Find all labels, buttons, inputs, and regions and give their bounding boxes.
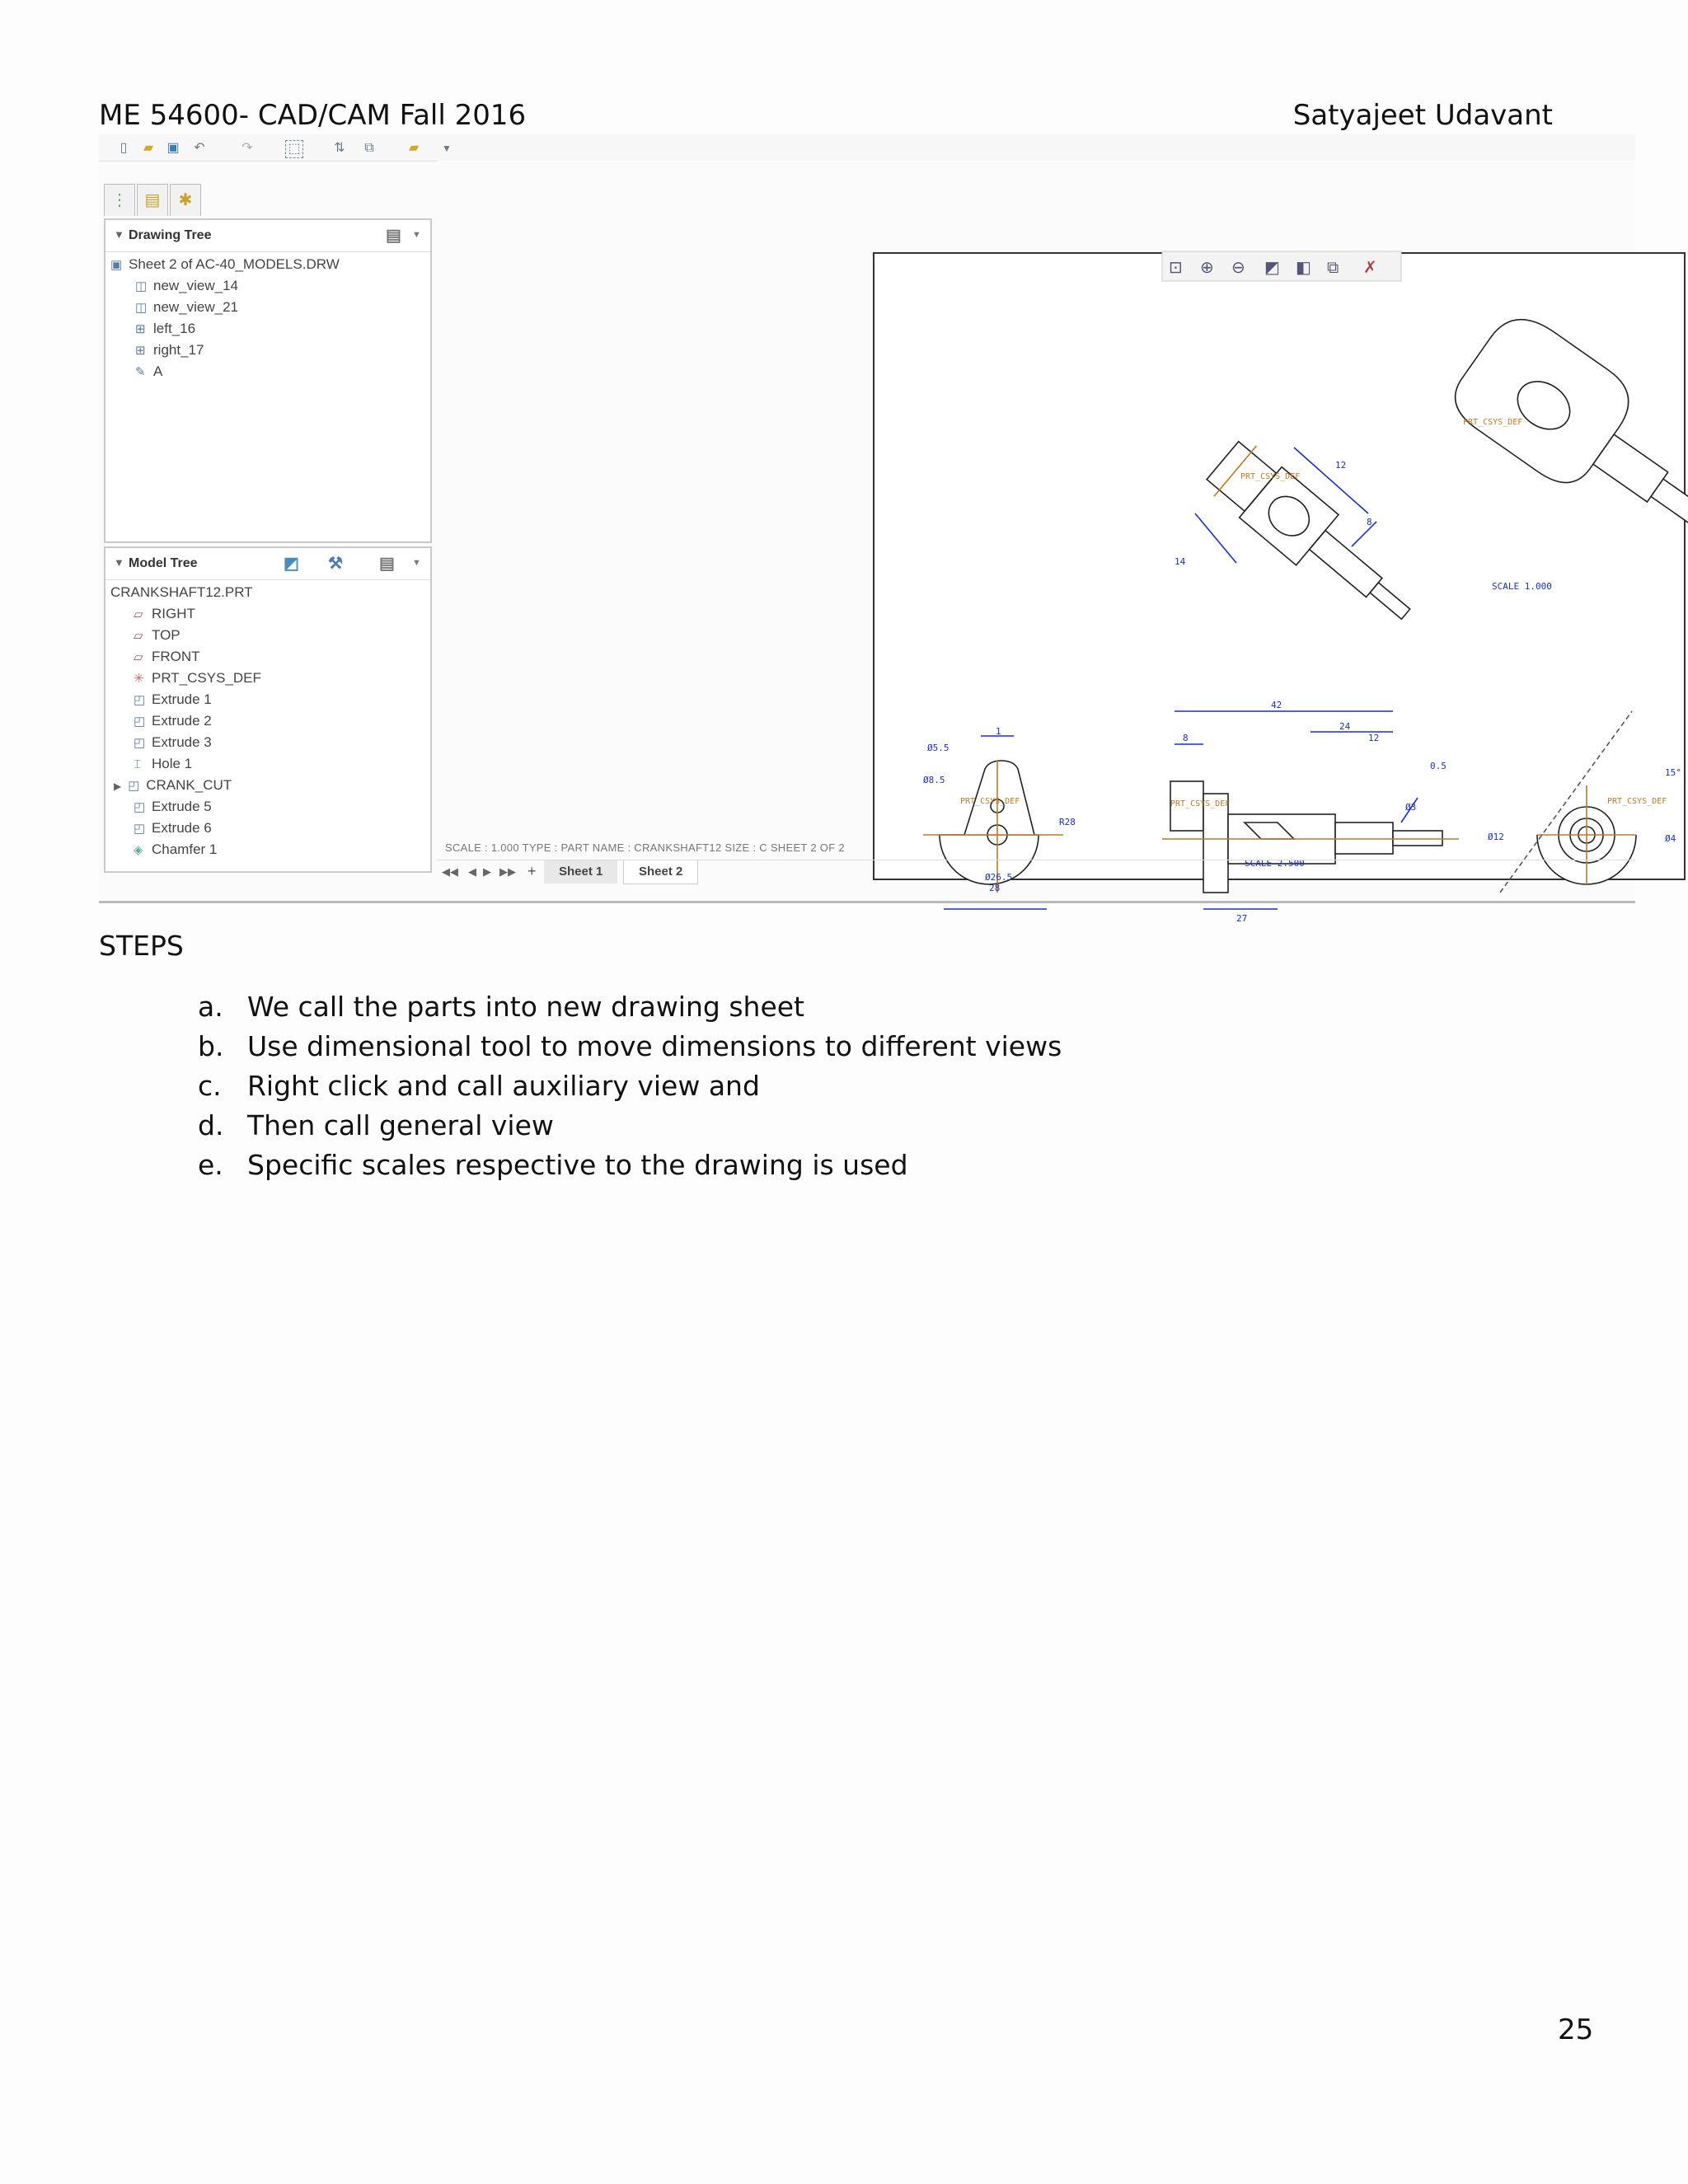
- dim-label: 27: [1236, 913, 1248, 924]
- projection-view-icon: ⊞: [135, 322, 146, 336]
- tab-sheet-1[interactable]: Sheet 1: [544, 860, 617, 883]
- tree-item[interactable]: ▣ Sheet 2 of AC-40_MODELS.DRW: [110, 256, 340, 272]
- tree-item[interactable]: ▶ ◰ CRANK_CUT: [114, 777, 232, 793]
- navigator-panel: [104, 184, 425, 868]
- note-icon: ✎: [135, 365, 146, 379]
- undo-icon[interactable]: ↶: [194, 141, 205, 155]
- regenerate-icon[interactable]: ⇅: [334, 141, 345, 155]
- folder-icon[interactable]: ▰: [408, 141, 420, 155]
- csys-label: PRT_CSYS_DEF: [1463, 418, 1523, 427]
- tree-item[interactable]: ◈ Chamfer 1: [134, 841, 218, 857]
- chamfer-icon: ◈: [134, 843, 143, 857]
- next-sheet-icon[interactable]: ▶: [483, 865, 491, 878]
- creo-screenshot: [99, 134, 1681, 924]
- tree-item[interactable]: ⊞ right_17: [135, 342, 204, 358]
- view-icon: ◫: [135, 279, 148, 293]
- dim-label: 8: [1367, 517, 1372, 527]
- drawing-tree-title: Drawing Tree: [129, 228, 212, 242]
- chevron-down-icon[interactable]: ▼: [412, 558, 421, 568]
- tree-tab[interactable]: ⋮: [104, 184, 135, 216]
- model-tree-title: Model Tree: [129, 556, 198, 570]
- dim-label: 0.5: [1430, 761, 1447, 771]
- tree-item[interactable]: ◰ Extrude 3: [134, 734, 212, 750]
- dim-label: Ø8.5: [923, 775, 945, 785]
- dim-label: 12: [1368, 733, 1380, 743]
- zoom-fit-icon: ⊡: [1169, 259, 1183, 277]
- tree-item[interactable]: CRANKSHAFT12.PRT: [110, 584, 253, 600]
- steps-heading: STEPS: [99, 930, 184, 962]
- quick-access-toolbar: [99, 134, 1635, 162]
- projection-view-icon: ⊞: [135, 344, 146, 358]
- step-item: e. Specific scales respective to the drawing is used: [198, 1149, 908, 1181]
- extrude-icon: ◰: [128, 779, 140, 793]
- step-item: a. We call the parts into new drawing sheet: [198, 991, 804, 1023]
- saved-views-icon: ⧉: [1327, 259, 1339, 277]
- model-tree-panel: [104, 546, 432, 873]
- customize-icon[interactable]: ▼: [442, 143, 452, 154]
- show-icon[interactable]: ◩: [284, 555, 299, 573]
- favorites-tab[interactable]: ✱: [170, 184, 201, 216]
- tree-item[interactable]: ▱ FRONT: [134, 649, 200, 664]
- dim-label: R28: [1059, 817, 1076, 827]
- tree-settings-icon[interactable]: ▤: [379, 555, 395, 573]
- tree-item[interactable]: ◰ Extrude 2: [134, 713, 212, 729]
- tree-item[interactable]: ◫ new_view_21: [135, 299, 239, 315]
- tree-item[interactable]: ▱ RIGHT: [134, 606, 195, 621]
- step-item: b. Use dimensional tool to move dimensions to different views: [198, 1030, 1062, 1062]
- dim-label: 28: [989, 883, 1001, 893]
- repaint-icon: ◩: [1264, 259, 1280, 277]
- dim-label: 42: [1271, 700, 1282, 710]
- extrude-icon: ◰: [134, 800, 146, 814]
- dim-label: 1: [996, 726, 1001, 737]
- dim-label: Ø3: [1405, 802, 1417, 813]
- tree-item[interactable]: ◰ Extrude 6: [134, 820, 212, 836]
- dim-label: Ø12: [1488, 832, 1504, 842]
- tree-settings-icon[interactable]: ▤: [386, 227, 401, 245]
- dim-label: 12: [1335, 460, 1347, 471]
- new-file-icon[interactable]: ▯: [120, 141, 128, 155]
- csys-icon: ✳: [134, 672, 144, 686]
- dim-label: Ø26.5: [985, 872, 1013, 883]
- zoom-in-icon: ⊕: [1200, 259, 1214, 277]
- page-number: 25: [1558, 2013, 1594, 2046]
- redo-icon[interactable]: ↷: [241, 141, 253, 155]
- csys-label: PRT_CSYS_DEF: [1240, 472, 1301, 481]
- datum-plane-icon: ▱: [134, 650, 143, 664]
- collapse-icon[interactable]: ▼: [114, 228, 124, 241]
- dim-label: 8: [1183, 733, 1189, 743]
- zoom-out-icon: ⊖: [1231, 259, 1245, 277]
- windows-icon[interactable]: ⧉: [364, 141, 374, 155]
- document-header-author: Satyajeet Udavant: [1292, 99, 1553, 132]
- tree-item[interactable]: ◰ Extrude 1: [134, 691, 212, 707]
- display-style-icon: ◧: [1296, 259, 1311, 277]
- extrude-icon: ◰: [134, 715, 146, 729]
- tree-item[interactable]: ⊞ left_16: [135, 321, 196, 336]
- select-box-icon[interactable]: ⬚: [285, 140, 303, 158]
- tree-item[interactable]: ✳ PRT_CSYS_DEF: [134, 670, 261, 686]
- scale-label: SCALE 1.000: [1492, 581, 1552, 592]
- open-folder-icon[interactable]: ▰: [143, 141, 154, 155]
- csys-label: PRT_CSYS_DEF: [1170, 799, 1231, 808]
- scale-label: SCALE 2.500: [1245, 858, 1305, 869]
- last-sheet-icon[interactable]: ▶▶: [499, 865, 516, 878]
- drawing-status-bar: SCALE : 1.000 TYPE : PART NAME : CRANKSHAFT12 SIZE : C SHEET 2 OF 2: [445, 841, 845, 854]
- view-icon: ◫: [135, 301, 148, 315]
- datum-plane-icon: ▱: [134, 629, 143, 643]
- dim-label: 15°: [1665, 767, 1681, 778]
- add-sheet-icon[interactable]: +: [528, 863, 537, 879]
- sheet-icon: ▣: [110, 258, 123, 272]
- tab-sheet-2[interactable]: Sheet 2: [623, 860, 698, 884]
- save-icon[interactable]: ▣: [166, 141, 180, 155]
- extrude-icon: ◰: [134, 822, 146, 836]
- dim-label: 24: [1339, 721, 1351, 732]
- sheet-tab-bar: [437, 860, 1635, 885]
- dim-label: 14: [1175, 556, 1186, 567]
- hole-icon: ⌶: [134, 757, 142, 771]
- dim-label: Ø5.5: [927, 743, 950, 753]
- csys-label: PRT_CSYS_DEF: [1607, 797, 1667, 806]
- dim-label: Ø4: [1665, 833, 1676, 844]
- document-header-course: ME 54600- CAD/CAM Fall 2016: [99, 99, 527, 132]
- step-item: d. Then call general view: [198, 1109, 554, 1141]
- datum-plane-icon: ▱: [134, 607, 143, 621]
- csys-label: PRT_CSYS_DEF: [960, 797, 1020, 806]
- extrude-icon: ◰: [134, 736, 146, 750]
- tree-item[interactable]: ◫ new_view_14: [135, 278, 239, 293]
- view-toolbar: [1162, 251, 1401, 281]
- extrude-icon: ◰: [134, 693, 146, 707]
- collapse-icon[interactable]: ▼: [114, 556, 124, 569]
- tree-item[interactable]: ◰ Extrude 5: [134, 799, 212, 814]
- tree-item[interactable]: ▱ TOP: [134, 627, 181, 643]
- folder-browser-tab[interactable]: ▤: [137, 184, 168, 216]
- tree-item[interactable]: ⌶ Hole 1: [134, 756, 193, 771]
- expand-icon[interactable]: ▶: [114, 780, 122, 792]
- drawing-tree-panel: [104, 218, 432, 543]
- tree-item[interactable]: ✎ A: [135, 363, 163, 379]
- chevron-down-icon[interactable]: ▼: [412, 230, 421, 240]
- prev-sheet-icon[interactable]: ◀: [468, 865, 476, 878]
- first-sheet-icon[interactable]: ◀◀: [442, 865, 458, 878]
- annotation-display-icon: ✗: [1363, 259, 1377, 277]
- tree-filter-icon[interactable]: ⚒: [328, 555, 343, 573]
- step-item: c. Right click and call auxiliary view and: [198, 1070, 760, 1102]
